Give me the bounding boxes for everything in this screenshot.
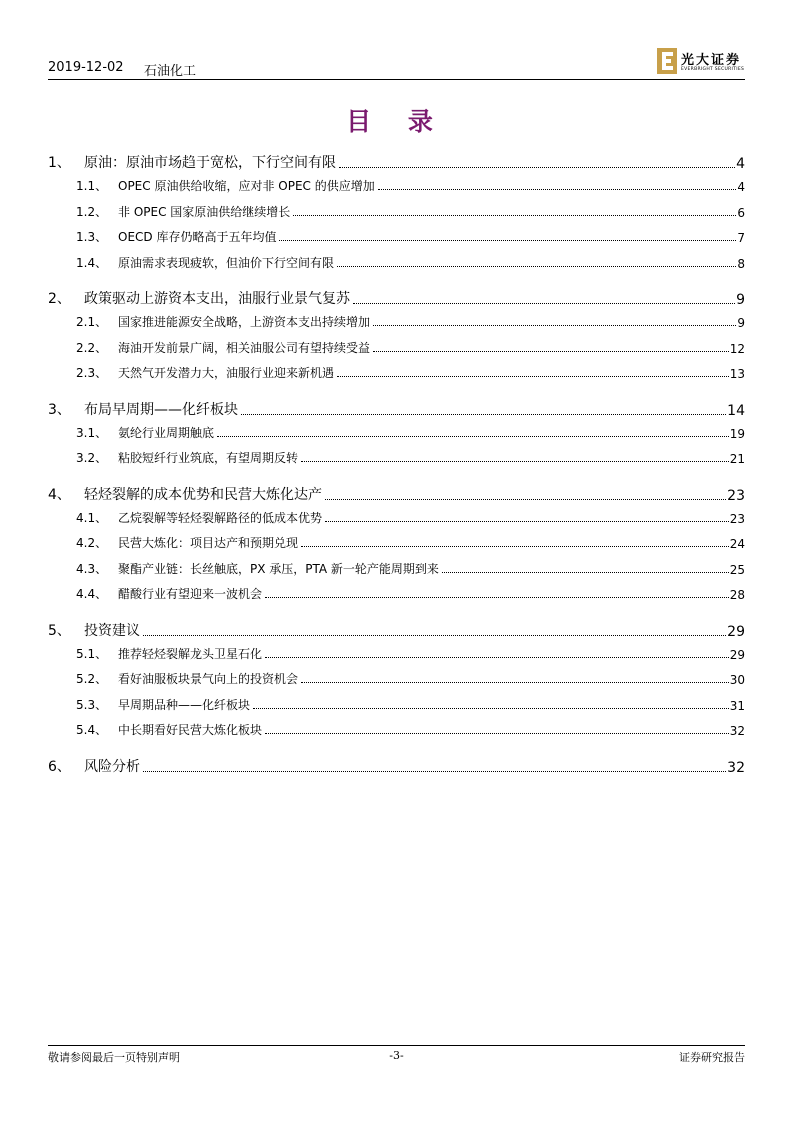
toc-subsection-2-1[interactable]: [48, 312, 745, 330]
toc-subsection-3-1[interactable]: [48, 423, 745, 441]
toc-subsection-2-2[interactable]: [48, 338, 745, 356]
toc-subsection-1-3[interactable]: [48, 227, 745, 245]
toc-number: 4.3、: [76, 561, 108, 576]
toc-page-number: 12: [729, 341, 745, 356]
logo-text-cn: 光大证券: [681, 53, 742, 68]
toc-page-number: 21: [729, 452, 745, 466]
toc-dot-leader: [301, 545, 729, 547]
toc-dot-leader: [143, 770, 726, 772]
toc-subsection-2-3[interactable]: [48, 363, 745, 381]
toc-section-6[interactable]: [48, 754, 745, 776]
toc-entry-title: 原油：原油市场趋于宽松，下行空间有限: [84, 155, 336, 171]
toc-section-1[interactable]: [48, 150, 745, 172]
toc-number: 2.3、: [76, 366, 108, 380]
toc-title: 目 录: [346, 107, 447, 136]
toc-entry-title: OECD 库存仍略高于五年均值: [118, 230, 277, 244]
toc-entry-title: 早周期品种——化纤板块: [118, 697, 251, 712]
toc-dot-leader: [442, 571, 729, 573]
toc-dot-leader: [265, 656, 729, 658]
toc-subsection-5-1[interactable]: [48, 644, 745, 662]
toc-entry-title: 民营大炼化：项目达产和预期兑现: [118, 536, 299, 550]
toc-page-number: 29: [727, 623, 745, 640]
toc-subsection-1-1[interactable]: [48, 176, 745, 194]
toc-dot-leader: [265, 596, 729, 598]
toc-page-number: 30: [729, 673, 745, 687]
toc-subsection-1-4[interactable]: [48, 253, 745, 271]
toc-number: 4、: [48, 486, 71, 503]
toc-page-number: 6: [737, 205, 745, 220]
toc-subsection-1-2[interactable]: [48, 202, 745, 220]
toc-entry-title: 中长期看好民营大炼化板块: [118, 723, 263, 737]
toc-entry-title: 推荐轻烃裂解龙头卫星石化: [118, 646, 263, 661]
logo-text-en: EVERBRIGHT SECURITIES: [681, 67, 745, 72]
toc-subsection-4-2[interactable]: [48, 533, 745, 551]
toc-page-number: 31: [729, 698, 745, 713]
toc-section-2[interactable]: [48, 286, 745, 308]
toc-subsection-3-2[interactable]: [48, 448, 745, 466]
report-date: 2019-12-02: [48, 60, 124, 75]
toc-entry-title: 海油开发前景广阔，相关油服公司有望持续受益: [118, 340, 371, 355]
toc-page-number: 29: [729, 647, 745, 662]
footer-report-type: 证券研究报告: [679, 1051, 745, 1064]
toc-entry-title: 聚酯产业链：长丝触底，PX 承压，PTA 新一轮产能周期到来: [118, 561, 439, 576]
toc-subsection-5-2[interactable]: [48, 669, 745, 687]
toc-subsection-4-4[interactable]: [48, 584, 745, 602]
toc-dot-leader: [353, 302, 735, 304]
toc-page-number: 4: [737, 180, 745, 194]
footer-disclaimer: 敬请参阅最后一页特别声明: [48, 1051, 180, 1064]
toc-number: 2.2、: [76, 340, 108, 355]
toc-dot-leader: [373, 350, 729, 352]
toc-number: 5、: [48, 622, 71, 639]
toc-page-number: 4: [736, 156, 745, 172]
toc-dot-leader: [265, 732, 729, 734]
toc-number: 2、: [48, 291, 71, 307]
toc-entry-title: 轻烃裂解的成本优势和民营大炼化达产: [84, 486, 322, 503]
toc-dot-leader: [378, 188, 737, 190]
toc-number: 5.1、: [76, 646, 108, 661]
toc-entry-title: 原油需求表现疲软，但油价下行空间有限: [118, 255, 335, 270]
toc-dot-leader: [293, 214, 736, 216]
toc-dot-leader: [325, 498, 726, 500]
toc-dot-leader: [253, 707, 729, 709]
toc-entry-title: 风险分析: [84, 758, 140, 775]
toc-number: 3.2、: [76, 451, 108, 465]
toc-subsection-5-4[interactable]: [48, 720, 745, 738]
toc-entry-title: 政策驱动上游资本支出，油服行业景气复苏: [84, 291, 350, 307]
toc-page-number: 23: [729, 511, 745, 526]
toc-dot-leader: [337, 375, 729, 377]
toc-dot-leader: [373, 324, 736, 326]
toc-entry-title: 看好油服板块景气向上的投资机会: [118, 672, 299, 686]
toc-page-number: 8: [737, 256, 745, 271]
toc-page-number: 24: [729, 537, 745, 551]
toc-dot-leader: [241, 413, 726, 415]
toc-page-number: 28: [729, 588, 745, 602]
toc-dot-leader: [143, 634, 726, 636]
toc-number: 1.4、: [76, 255, 108, 270]
footer-divider: [48, 1045, 745, 1046]
toc-number: 4.1、: [76, 510, 108, 525]
toc-number: 4.2、: [76, 536, 108, 550]
toc-number: 3、: [48, 401, 71, 418]
logo-mark-icon: [657, 48, 677, 74]
toc-dot-leader: [301, 460, 729, 462]
toc-entry-title: 天然气开发潜力大，油服行业迎来新机遇: [118, 366, 335, 380]
toc-number: 4.4、: [76, 587, 108, 601]
toc-dot-leader: [279, 239, 736, 241]
toc-entry-title: 乙烷裂解等轻烃裂解路径的低成本优势: [118, 510, 323, 525]
toc-number: 1.3、: [76, 230, 108, 244]
toc-number: 1.2、: [76, 204, 108, 219]
toc-number: 1、: [48, 155, 71, 171]
toc-subsection-4-1[interactable]: [48, 508, 745, 526]
toc-page-number: 25: [729, 562, 745, 577]
page-number: -3-: [389, 1049, 404, 1062]
toc-entry-title: OPEC 原油供给收缩，应对非 OPEC 的供应增加: [118, 179, 375, 193]
toc-number: 1.1、: [76, 179, 108, 193]
toc-page-number: 23: [727, 487, 745, 504]
toc-subsection-5-3[interactable]: [48, 695, 745, 713]
toc-number: 2.1、: [76, 315, 108, 329]
toc-entry-title: 氨纶行业周期触底: [118, 425, 215, 440]
everbright-logo: [655, 48, 745, 78]
toc-page-number: 14: [727, 402, 745, 419]
toc-section-4[interactable]: [48, 482, 745, 504]
toc-dot-leader: [337, 265, 736, 267]
toc-page-number: 32: [727, 759, 745, 776]
toc-page-number: 13: [729, 367, 745, 381]
toc-page-number: 19: [729, 426, 745, 441]
toc-page-number: 7: [737, 231, 745, 245]
toc-subsection-4-3[interactable]: [48, 559, 745, 577]
toc-dot-leader: [217, 435, 729, 437]
toc-entry-title: 粘胶短纤行业筑底，有望周期反转: [118, 451, 299, 465]
toc-dot-leader: [325, 520, 729, 522]
toc-page-number: 9: [737, 316, 745, 330]
toc-dot-leader: [339, 166, 735, 168]
toc-entry-title: 醋酸行业有望迎来一波机会: [118, 587, 263, 601]
page-footer: [48, 1049, 745, 1067]
toc-number: 3.1、: [76, 425, 108, 440]
toc-page-number: 9: [736, 292, 745, 308]
report-category: 石油化工: [144, 64, 197, 79]
toc-number: 5.4、: [76, 723, 108, 737]
toc-dot-leader: [301, 681, 729, 683]
page-header: [48, 53, 745, 80]
toc-number: 6、: [48, 758, 71, 775]
toc-entry-title: 布局早周期——化纤板块: [84, 401, 238, 418]
toc-number: 5.3、: [76, 697, 108, 712]
toc-entry-title: 非 OPEC 国家原油供给继续增长: [118, 204, 291, 219]
toc-number: 5.2、: [76, 672, 108, 686]
toc-entry-title: 国家推进能源安全战略，上游资本支出持续增加: [118, 315, 371, 329]
toc-section-3[interactable]: [48, 397, 745, 419]
header-divider: [48, 79, 745, 80]
toc-section-5[interactable]: [48, 618, 745, 640]
toc-page-number: 32: [729, 724, 745, 738]
toc-entry-title: 投资建议: [84, 622, 140, 639]
